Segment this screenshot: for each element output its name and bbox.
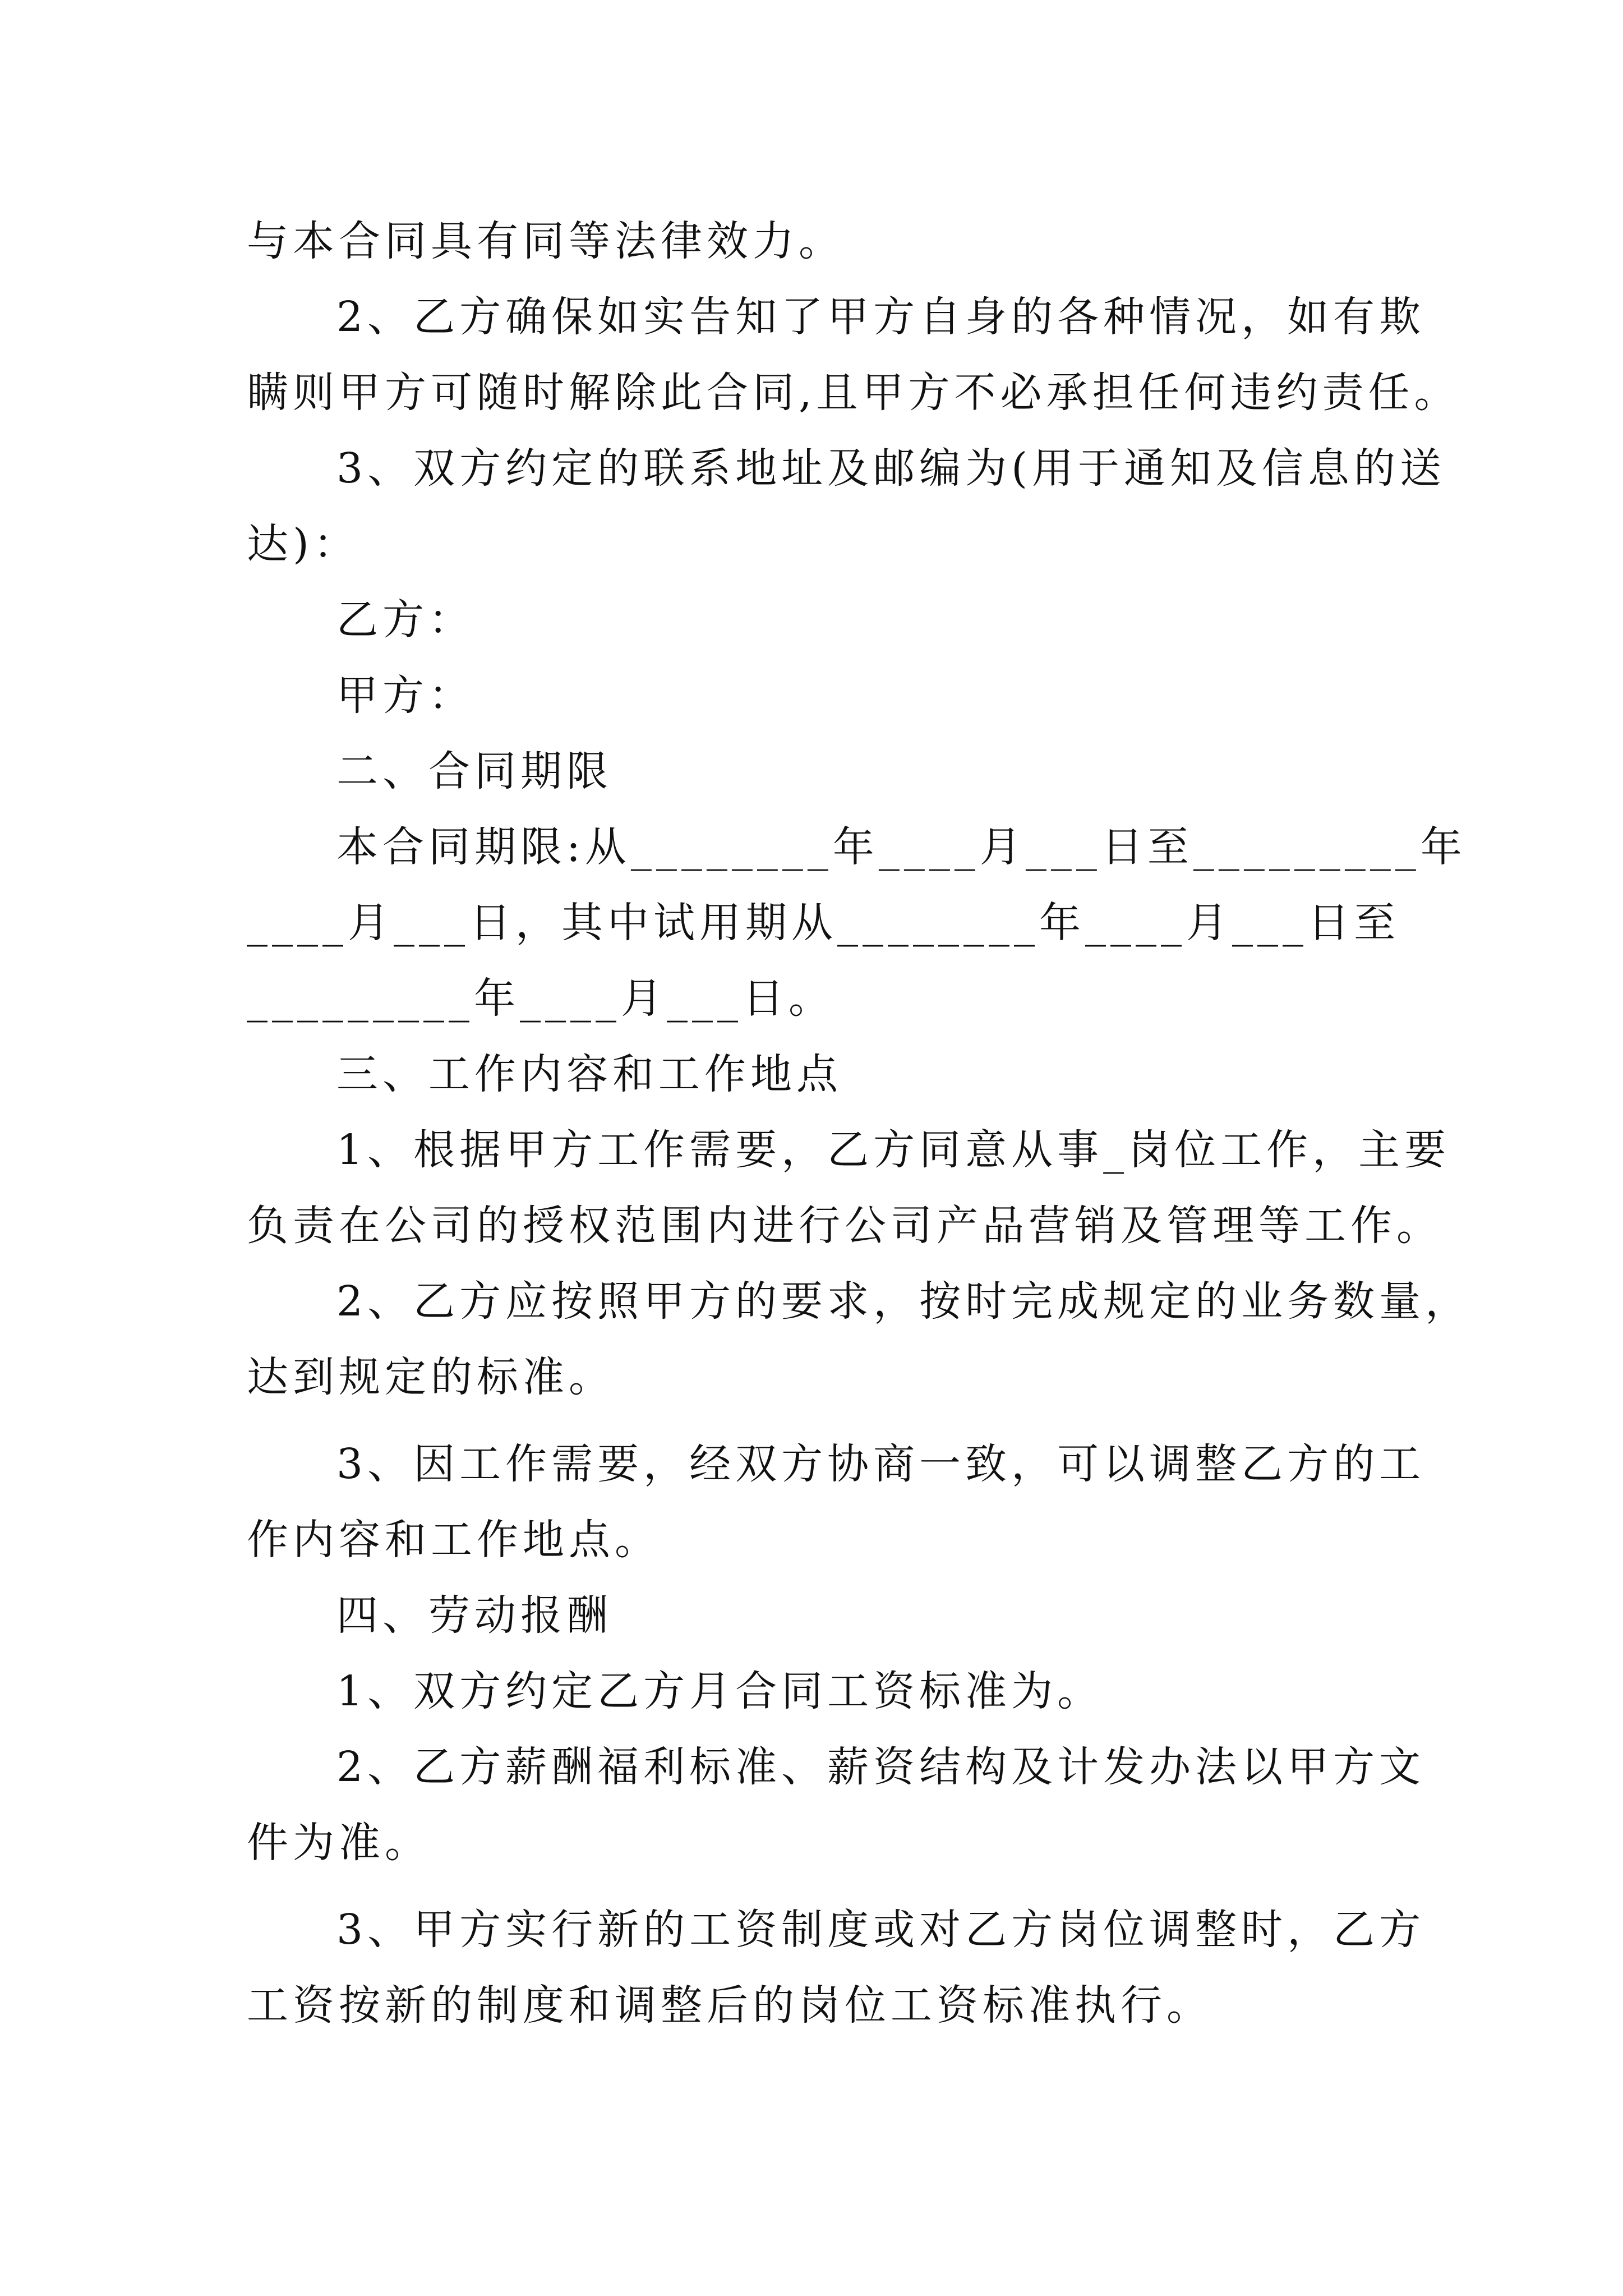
- text-line-4: 3、双方约定的联系地址及邮编为(用于通知及信息的送: [336, 444, 1446, 493]
- text-line-2: 2、乙方确保如实告知了甲方自身的各种情况，如有欺: [336, 293, 1426, 341]
- text-line-13: 1、根据甲方工作需要，乙方同意从事_岗位工作，主要: [336, 1126, 1451, 1174]
- section-heading-work-content: 三、工作内容和工作地点: [336, 1050, 842, 1098]
- text-line-20: 1、双方约定乙方月合同工资标准为。: [336, 1667, 1104, 1715]
- text-line-10: ____月___日，其中试用期从________年____月___日至: [247, 899, 1400, 947]
- text-line-14: 负责在公司的授权范围内进行公司产品营销及管理等工作。: [247, 1202, 1442, 1250]
- section-heading-contract-term: 二、合同期限: [336, 747, 612, 795]
- text-line-1: 与本合同具有同等法律效力。: [247, 217, 845, 265]
- section-heading-remuneration: 四、劳动报酬: [336, 1591, 612, 1640]
- text-line-17: 3、因工作需要，经双方协商一致，可以调整乙方的工: [336, 1440, 1426, 1488]
- text-line-18: 作内容和工作地点。: [247, 1516, 661, 1564]
- text-line-21: 2、乙方薪酬福利标准、薪资结构及计发办法以甲方文: [336, 1743, 1426, 1791]
- text-line-9: 本合同期限:从________年____月___日至_________年: [336, 823, 1467, 871]
- text-line-11: _________年____月___日。: [247, 974, 834, 1023]
- text-line-23: 3、甲方实行新的工资制度或对乙方岗位调整时，乙方: [336, 1906, 1426, 1954]
- text-line-22: 件为准。: [247, 1819, 431, 1867]
- text-line-3: 瞒则甲方可随时解除此合同,且甲方不必承担任何违约责任。: [247, 369, 1460, 417]
- text-line-24: 工资按新的制度和调整后的岗位工资标准执行。: [247, 1981, 1212, 2030]
- text-line-16: 达到规定的标准。: [247, 1353, 615, 1401]
- text-line-15: 2、乙方应按照甲方的要求，按时完成规定的业务数量，: [336, 1277, 1472, 1326]
- text-line-5: 达)：: [247, 520, 359, 568]
- text-line-6: 乙方：: [336, 596, 474, 644]
- text-line-7: 甲方：: [336, 671, 474, 720]
